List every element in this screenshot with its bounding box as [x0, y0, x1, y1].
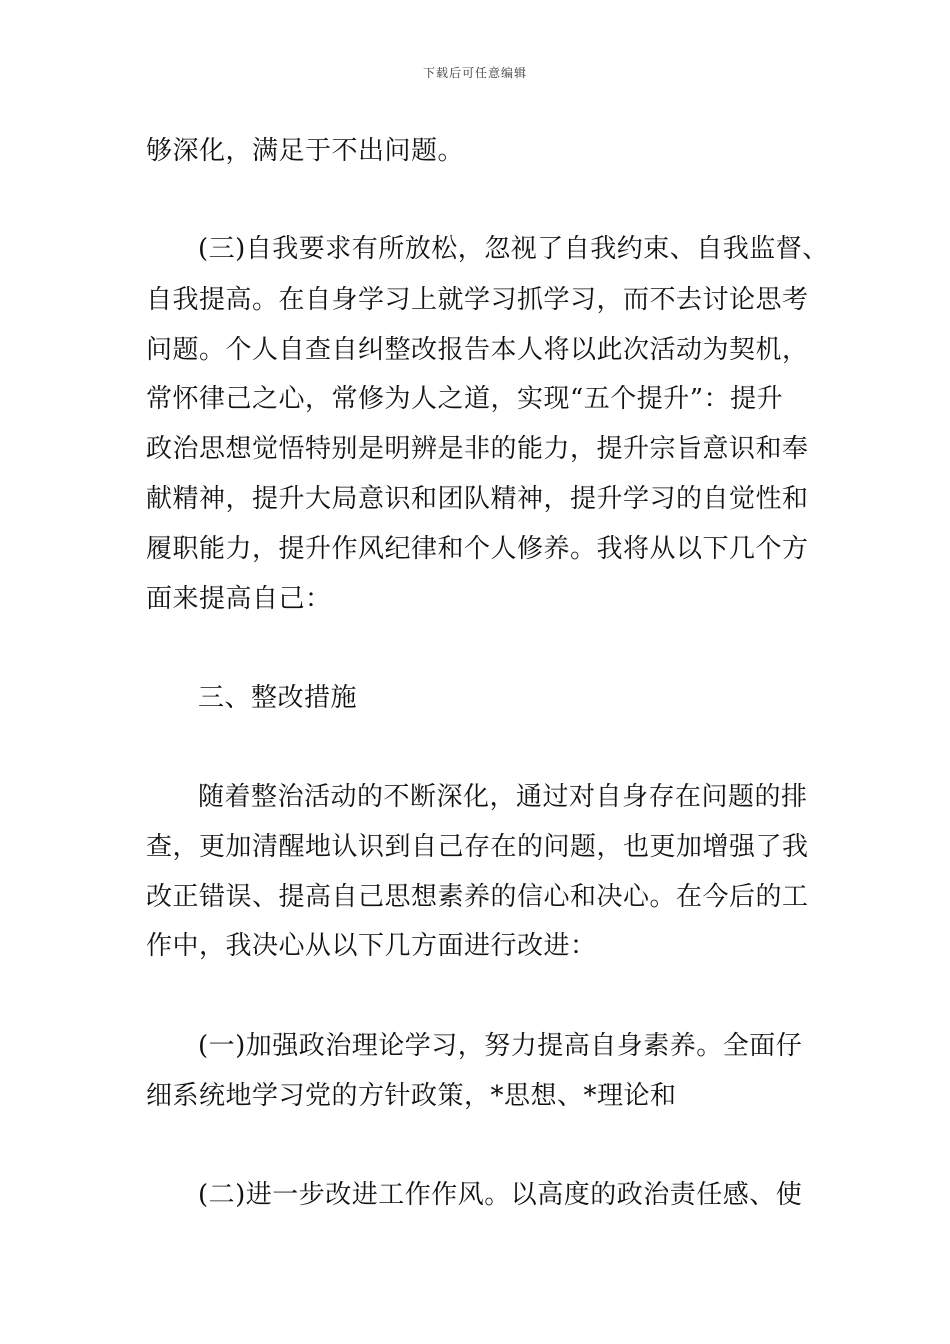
paragraph-line: (二)进一步改进工作作风。以高度的政治责任感、使	[198, 1180, 803, 1210]
paragraph-line: (三)自我要求有所放松，忽视了自我约束、自我监督、	[198, 234, 829, 264]
page-header: 下载后可任意编辑	[422, 66, 527, 80]
paragraph-line: (一)加强政治理论学习，努力提高自身素养。全面仔	[198, 1031, 803, 1061]
paragraph-line: 履职能力，提升作风纪律和个人修养。我将从以下几个方	[146, 534, 809, 564]
section-heading: 三、整改措施	[198, 683, 358, 713]
paragraph-line: 献精神，提升大局意识和团队精神，提升学习的自觉性和	[146, 484, 809, 514]
paragraph-line: 面来提高自己：	[146, 584, 332, 614]
paragraph-line: 常怀律己之心，常修为人之道，实现“五个提升”：提升	[146, 384, 784, 414]
paragraph-line: 细系统地学习党的方针政策，*思想、*理论和	[146, 1081, 677, 1111]
paragraph-line: 作中，我决心从以下几方面进行改进：	[146, 931, 597, 961]
paragraph-line: 查，更加清醒地认识到自己存在的问题，也更加增强了我	[146, 832, 809, 862]
paragraph-line: 随着整治活动的不断深化，通过对自身存在问题的排	[198, 782, 808, 812]
paragraph-line: 够深化，满足于不出问题。	[146, 136, 465, 166]
paragraph-line: 问题。个人自查自纠整改报告本人将以此次活动为契机，	[146, 335, 809, 365]
paragraph-line: 自我提高。在自身学习上就学习抓学习，而不去讨论思考	[146, 285, 809, 315]
paragraph-line: 政治思想觉悟特别是明辨是非的能力，提升宗旨意识和奉	[146, 434, 809, 464]
paragraph-line: 改正错误、提高自己思想素养的信心和决心。在今后的工	[146, 882, 809, 912]
